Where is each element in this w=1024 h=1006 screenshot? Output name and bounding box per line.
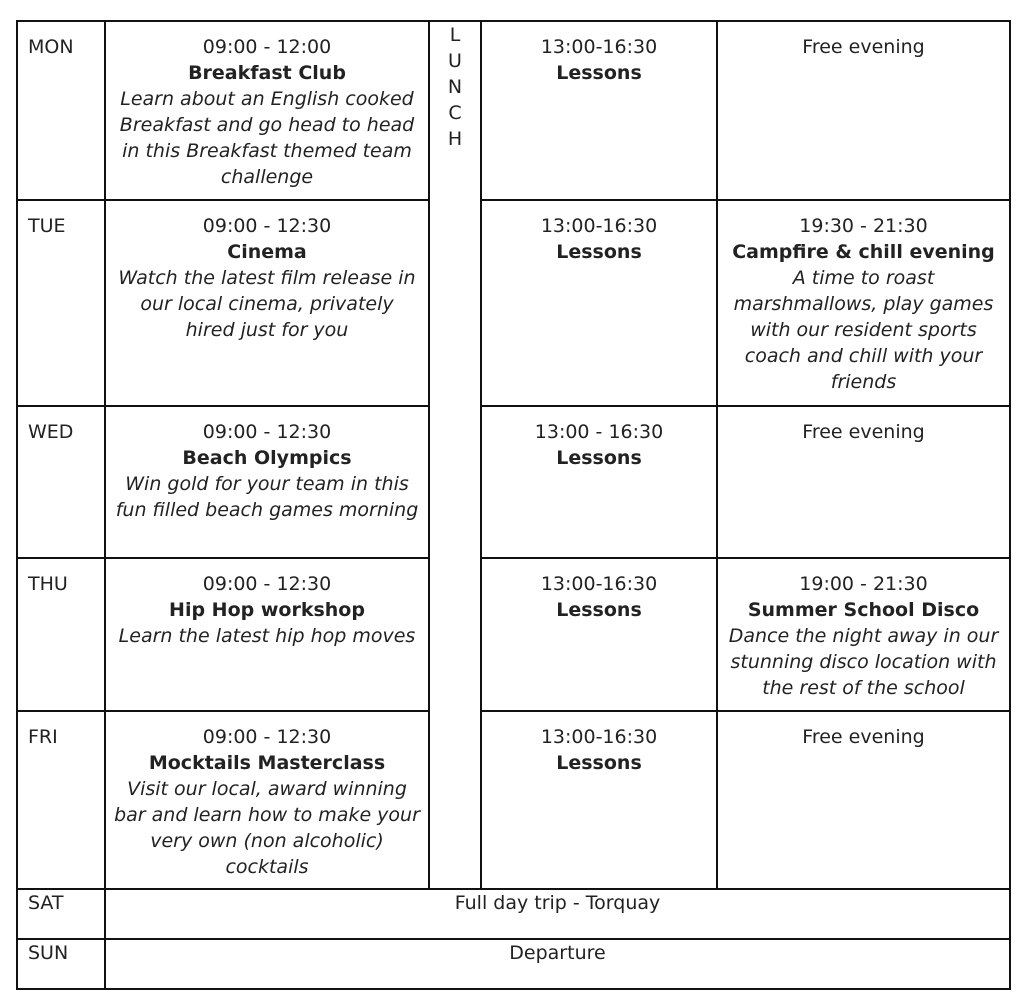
activity-time: Free evening — [802, 421, 925, 443]
activity-title: Mocktails Masterclass — [148, 752, 386, 774]
activity-title: Lessons — [556, 447, 642, 469]
full-day-activity: Full day trip - Torquay — [105, 889, 1010, 939]
day-label: MON — [17, 21, 105, 200]
afternoon-activity — [481, 558, 717, 711]
day-label: THU — [17, 558, 105, 711]
day-label: SUN — [17, 939, 105, 989]
lunch-letter: L — [449, 24, 461, 46]
activity-description: Dance the night away in our stunning disco location with the rest of the school — [728, 625, 999, 699]
lunch-letter: H — [447, 128, 463, 150]
activity-time: 09:00 - 12:00 — [202, 36, 332, 58]
row-mon — [17, 21, 1010, 200]
activity-time: 19:30 - 21:30 — [799, 215, 928, 237]
full-day-activity: Departure — [105, 939, 1010, 989]
row-fri — [17, 711, 1010, 889]
afternoon-activity — [481, 21, 717, 200]
lunch-letter: U — [448, 50, 462, 72]
evening-activity — [717, 200, 1010, 406]
evening-activity — [717, 711, 1010, 889]
activity-title: Breakfast Club — [188, 62, 346, 84]
activity-time: 09:00 - 12:30 — [202, 726, 332, 748]
row-thu — [17, 558, 1010, 711]
activity-time: 13:00 - 16:30 — [534, 421, 664, 443]
activity-time: 13:00-16:30 — [540, 573, 658, 595]
activity-time: Free evening — [802, 36, 925, 58]
morning-activity — [105, 558, 429, 711]
morning-activity — [105, 406, 429, 558]
day-label: SAT — [17, 889, 105, 939]
activity-title: Beach Olympics — [182, 447, 352, 469]
row-tue — [17, 200, 1010, 406]
activity-title: Summer School Disco — [747, 599, 980, 621]
afternoon-activity — [481, 406, 717, 558]
morning-activity — [105, 200, 429, 406]
activity-description: Learn about an English cooked Breakfast and go head to head in this Breakfast themed team challenge — [119, 88, 415, 188]
activity-description: A time to roast marshmallows, play games with our resident sports coach and chill with your friends — [733, 267, 994, 393]
evening-activity — [717, 558, 1010, 711]
row-sun — [17, 939, 1010, 989]
day-label: WED — [17, 406, 105, 558]
morning-activity — [105, 711, 429, 889]
row-sat — [17, 889, 1010, 939]
day-label: FRI — [17, 711, 105, 889]
morning-activity — [105, 21, 429, 200]
evening-activity — [717, 406, 1010, 558]
lunch-letter: C — [448, 102, 462, 124]
activity-title: Hip Hop workshop — [169, 599, 365, 621]
activity-time: 19:00 - 21:30 — [799, 573, 928, 595]
activity-title: Lessons — [556, 752, 642, 774]
lunch-label — [430, 22, 480, 152]
activity-title: Lessons — [556, 62, 642, 84]
activity-description: Learn the latest hip hop moves — [118, 625, 416, 647]
schedule-table — [16, 20, 1011, 990]
afternoon-activity — [481, 200, 717, 406]
activity-time: Free evening — [802, 726, 925, 748]
row-wed — [17, 406, 1010, 558]
activity-description: Win gold for your team in this fun filled beach games morning — [115, 473, 419, 521]
evening-activity — [717, 21, 1010, 200]
afternoon-activity — [481, 711, 717, 889]
activity-title: Cinema — [227, 241, 307, 263]
activity-title: Campfire & chill evening — [732, 241, 995, 263]
activity-description: Watch the latest film release in our local cinema, privately hired just for you — [118, 267, 416, 341]
activity-time: 09:00 - 12:30 — [202, 421, 332, 443]
day-label: TUE — [17, 200, 105, 406]
activity-time: 13:00-16:30 — [540, 726, 658, 748]
activity-time: 09:00 - 12:30 — [202, 573, 332, 595]
activity-title: Lessons — [556, 599, 642, 621]
lunch-letter: N — [447, 76, 463, 98]
activity-title: Lessons — [556, 241, 642, 263]
activity-time: 13:00-16:30 — [540, 36, 658, 58]
activity-time: 13:00-16:30 — [540, 215, 658, 237]
lunch-column — [429, 21, 481, 889]
activity-description: Visit our local, award winning bar and learn how to make your very own (non alcoholic) cocktails — [114, 778, 420, 878]
activity-time: 09:00 - 12:30 — [202, 215, 332, 237]
